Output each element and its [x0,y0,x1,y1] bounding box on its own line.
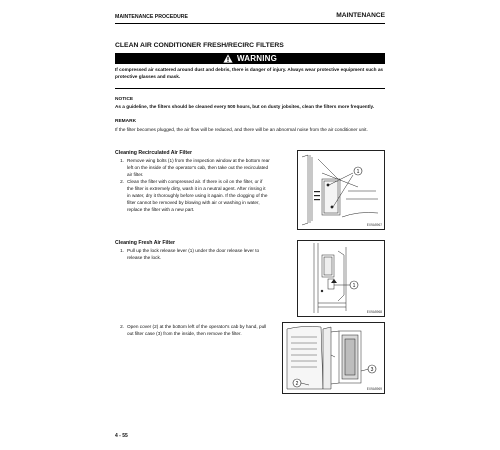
lock-release-figure [297,240,385,317]
divider-rule [115,88,385,89]
remark-text: If the filter becomes plugged, the air flow will be reduced, and there will be an abnormal noise from the air conditioner unit. [115,127,368,132]
recirc-filter-illustration [298,151,384,229]
header-rule [115,23,385,24]
recirc-step-2: 2. Clean the filter with compressed air. If there is oil on the filter, or if the filter is extremely dirty, wash it in a neutral agent. After rinsing it in water, dry it thoroughly before using it again. If the clogging of the filter cannot be removed by blowing with air or washing in water, replace the filter with a new part. [120,179,268,212]
running-header-left: MAINTENANCE PROCEDURE [115,14,188,20]
figure-code: EX9A5969 [366,387,382,391]
warning-triangle-icon [223,54,233,63]
filter-case-illustration [283,323,384,393]
recirc-heading: Cleaning Recirculated Air Filter [115,150,193,156]
section-title: CLEAN AIR CONDITIONER FRESH/RECIRC FILTERS [115,42,284,49]
callout-2: 2 [295,381,299,387]
warning-text: If compressed air scattered around dust and debris, there is danger of injury. Always wear protective equipment such as protective glasses and mask. [115,67,384,79]
callout-3: 3 [370,367,374,373]
filter-case-figure [282,322,385,394]
running-header-right: MAINTENANCE [336,12,385,19]
callout-1: 1 [356,169,360,175]
warning-label: WARNING [236,54,278,63]
warning-banner [115,53,385,64]
page-number: 4 - 55 [115,433,128,439]
notice-text: As a guideline, the filters should be cleaned every 500 hours, but on dusty jobsites, clean the filters more frequently. [115,104,375,109]
recirc-steps [115,157,270,213]
lock-release-illustration [298,241,384,316]
recirc-filter-figure [297,150,385,230]
fresh-step-1: 1. Pull up the lock release lever (1) under the door release lever to release the lock. [120,248,260,260]
fresh-step-2: 2. Open cover (2) at the bottom left of the operator's cab by hand, pull out filter case (3) from the inside, then remove the filter. [120,324,267,336]
remark-heading: REMARK [115,119,137,124]
fresh-heading: Cleaning Fresh Air Filter [115,240,176,246]
figure-code: EX9A5968 [366,310,382,314]
figure-code: EX9A5967 [366,223,382,227]
callout-1: 1 [352,283,356,289]
recirc-step-1: 1. Remove wing bolts (1) from the inspection window at the bottom rear left on the inside of the operator's cab, then take out the recirculated air filter. [120,158,270,177]
notice-heading: NOTICE [115,97,134,102]
